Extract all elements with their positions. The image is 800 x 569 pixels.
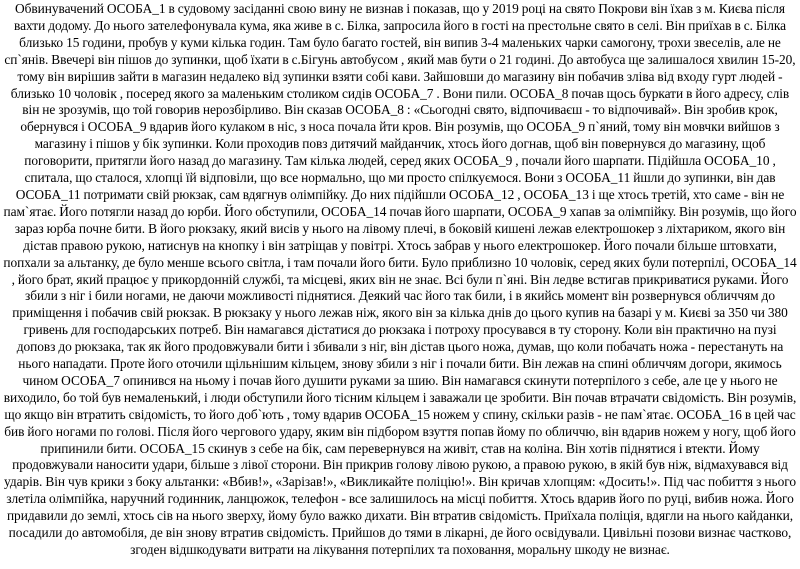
testimony-paragraph: Обвинувачений ОСОБА_1 в судовому засіданні свою вину не визнав і показав, що у 2019 році на свято Покрови він їхав з м. Києва після вахти додому. До нього зателефонувала кума, яка живе в с. Білка, запросила його в гості на престольне свято в селі. Він приїхав в с. Білка близько 15 години, пробув у куми кілька годин. Там було багато гостей, він випив 3-4 маленьких чарки самогону, трохи звеселів, але не сп`янів. Ввечері він пішов до зупинки, щоб їхати в с.Бігунь автобусом , який мав бути о 21 годині. До автобуса ще залишалося хвилин 15-20, тому він вирішив зайти в магазин недалеко від зупинки взяти собі кави. Зайшовши до магазину він побачив зліва від входу гурт людей - близько 10 чоловік , посеред якого за маленьким столиком сидів ОСОБА_7 . Вони пили. ОСОБА_8 почав щось буркати в його адресу, слів він не зрозумів, що той говорив нерозбірливо. Він сказав ОСОБА_8 : «Сьогодні свято, відпочиваєш - то відпочивай». Він зробив крок, обернувся і ОСОБА_9 вдарив його кулаком в ніс, з носа почала йти кров. Він розумів, що ОСОБА_9 п`яний, тому він мовчки вийшов з магазину і пішов у бік зупинки. Коли проходив повз дитячий майданчик, хтось його догнав, щоб він повернувся до магазину, щоб поговорити, притягли його назад до магазину. Там кілька людей, серед яких ОСОБА_9 , почали його шарпати. Підійшла ОСОБА_10 , спитала, що сталося, хлопці їй відповіли, що все нормально, що ми просто спілкуємося. Вони з ОСОБА_11 йшли до зупинки, він дав ОСОБА_11 потримати свій рюкзак, сам вдягнув олімпійку. До них підійшли ОСОБА_12 , ОСОБА_13 і ще хтось третій, хто саме - він не пам`ятає. Його потягли назад до юрби. Його обступили, ОСОБА_14 почав його шарпати, ОСОБА_9 хапав за олімпійку. Він розумів, що його зараз юрба почне бити. В його рюкзаку, який висів у нього на лівому плечі, в боковій кишені лежав електрошокер з ліхтариком, якого він дістав правою рукою, натиснув на кнопку і він затріщав у повітрі. Хтось забрав у нього електрошокер. Його почали більше штовхати, попхали за альтанку, де було менше всього світла, і там почали його бити. Було приблизно 10 чоловік, серед яких були потерпілі, ОСОБА_14 , його брат, який працює у прикордонній службі, та місцеві, яких він не знає. Всі були п`яні. Він ледве встигав прикриватися руками. Його збили з ніг і били ногами, не даючи можливості піднятися. Деякий час його так били, і в якийсь момент він розвернувся обличчям до приміщення і побачив свій рюкзак. В рюкзаку у нього лежав ніж, якого він за кілька днів до цього купив на базарі у м. Києві за 350 чи 380 гривень для господарських потреб. Він намагався дістатися до рюкзака і потроху просувався в ту сторону. Коли він практично на пузі доповз до рюкзака, так як його продовжували бити і збивали з ніг, він дістав цього ножа, думав, що коли побачать ножа - перестануть на нього нападати. Проте його оточили щільнішим кільцем, знову збили з ніг і почали бити. Він лежав на спині обличчям догори, якимось чином ОСОБА_7 опинився на ньому і почав його душити руками за шию. Він намагався скинути потерпілого з себе, але це у нього не виходило, бо той був немаленький, і люди обступили його тісним кільцем і заважали це зробити. Він почав втрачати свідомість. Він розумів, що якщо він втратить свідомість, то його доб`ють , тому вдарив ОСОБА_15 ножем у спину, скільки разів - не пам`ятає. ОСОБА_16 в цей час бив його ногами по голові. Після його чергового удару, яким він підбором взуття попав йому по обличчю, він вдарив ножем у ногу, щоб його припинили бити. ОСОБА_15 скинув з себе на бік, сам перевернувся на живіт, став на коліна. Він хотів піднятися і втекти. Йому продовжували наносити удари, більше з лівої сторони. Він прикрив голову лівою рукою, а правою рукою, в якій був ніж, відмахувався від ударів. Він чув крики з боку альтанки: «Вбив!», «Зарізав!», «Викликайте поліцію!». Він кричав хлопцям: «Досить!». Під час побиття з нього злетіла олімпійка, наручний годинник, ланцюжок, телефон - все залишилось на місці побиття. Хтось вдарив його по руці, вибив ножа. Його придавили до землі, хтось сів на нього зверху, йому було важко дихати. Він втратив свідомість. Приїхала поліція, вдягли на нього кайданки, посадили до автомобіля, де він знову втратив свідомість. Прийшов до тями в лікарні, де його освідували. Цивільні позови визнає частково, згоден відшкодувати витрати на лікування потерпілих та поховання, моральну шкоду не визнає. (3, 1, 797, 557)
